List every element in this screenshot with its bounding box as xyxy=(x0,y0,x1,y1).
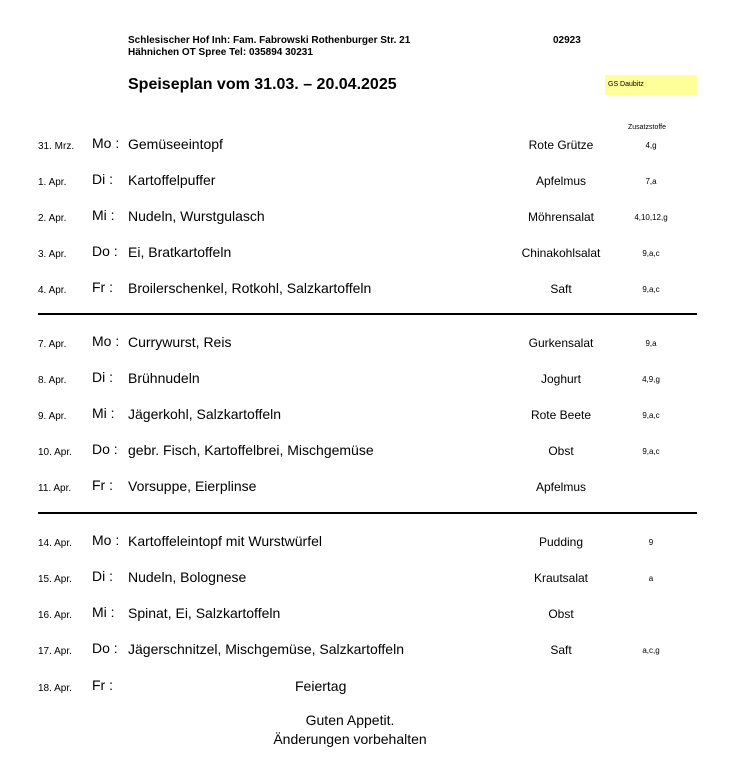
menu-day: Mo : xyxy=(92,532,120,548)
menu-date: 11. Apr. xyxy=(38,483,72,494)
main-dish: Jägerschnitzel, Mischgemüse, Salzkartoffeln xyxy=(128,641,404,657)
menu-row xyxy=(0,171,732,191)
restaurant-address: Hähnichen OT Spree Tel: 035894 30231 xyxy=(128,47,313,58)
additives: 9,a,c xyxy=(642,285,660,294)
menu-date: 14. Apr. xyxy=(38,538,72,549)
side-dish: Apfelmus xyxy=(535,480,587,494)
menu-date: 8. Apr. xyxy=(38,375,67,386)
menu-day: Fr : xyxy=(92,279,113,295)
menu-day: Fr : xyxy=(92,677,113,693)
additives: 4,g xyxy=(645,141,657,150)
menu-row xyxy=(0,640,732,660)
restaurant-info: Schlesischer Hof Inh: Fam. Fabrowski Rothenburger Str. 21 xyxy=(128,35,411,46)
main-dish: gebr. Fisch, Kartoffelbrei, Mischgemüse xyxy=(128,442,374,458)
page-title: Speiseplan vom 31.03. – 20.04.2025 xyxy=(128,76,397,93)
menu-day: Di : xyxy=(92,171,113,187)
main-dish: Broilerschenkel, Rotkohl, Salzkartoffeln xyxy=(128,280,372,296)
menu-day: Mi : xyxy=(92,207,115,223)
menu-day: Do : xyxy=(92,441,118,457)
side-dish: Rote Beete xyxy=(530,408,592,422)
main-dish: Gemüseeintopf xyxy=(128,136,223,152)
menu-date: 31. Mrz. xyxy=(38,141,75,152)
menu-date: 10. Apr. xyxy=(38,447,72,458)
menu-date: 1. Apr. xyxy=(38,177,67,188)
week-divider xyxy=(38,313,697,315)
menu-day: Mo : xyxy=(92,135,120,151)
menu-date: 17. Apr. xyxy=(38,646,72,657)
menu-day: Di : xyxy=(92,568,113,584)
side-dish: Gurkensalat xyxy=(528,336,594,350)
menu-day: Mi : xyxy=(92,405,115,421)
additives: 9,a,c xyxy=(642,411,660,420)
menu-date: 9. Apr. xyxy=(38,411,67,422)
menu-day: Mi : xyxy=(92,604,115,620)
additives: a xyxy=(648,574,654,583)
menu-date: 7. Apr. xyxy=(38,339,67,350)
menu-row xyxy=(0,279,732,299)
side-dish: Krautsalat xyxy=(533,571,589,585)
additives: 9,a xyxy=(645,339,657,348)
menu-row xyxy=(0,333,732,353)
side-dish: Rote Grütze xyxy=(528,138,594,152)
side-dish: Saft xyxy=(550,643,572,657)
menu-row xyxy=(0,243,732,263)
holiday-row xyxy=(0,677,732,697)
menu-date: 18. Apr. xyxy=(38,683,72,694)
side-dish: Chinakohlsalat xyxy=(521,246,601,260)
side-dish: Pudding xyxy=(538,535,584,549)
menu-date: 15. Apr. xyxy=(38,574,72,585)
footer-notice: Änderungen vorbehalten xyxy=(273,731,427,747)
main-dish: Kartoffeleintopf mit Wurstwürfel xyxy=(128,533,323,549)
postcode: 02923 xyxy=(553,35,581,46)
menu-date: 2. Apr. xyxy=(38,213,67,224)
main-dish: Jägerkohl, Salzkartoffeln xyxy=(128,406,282,422)
main-dish: Nudeln, Bolognese xyxy=(128,569,247,585)
main-dish: Kartoffelpuffer xyxy=(128,172,216,188)
menu-day: Do : xyxy=(92,243,118,259)
school-tag: GS Daubitz xyxy=(605,75,697,95)
main-dish: Nudeln, Wurstgulasch xyxy=(128,208,265,224)
menu-day: Di : xyxy=(92,369,113,385)
main-dish: Vorsuppe, Eierplinse xyxy=(128,478,257,494)
side-dish: Joghurt xyxy=(540,372,582,386)
side-dish: Obst xyxy=(548,607,574,621)
additives: 4,9,g xyxy=(642,375,660,384)
side-dish: Saft xyxy=(550,282,572,296)
additives: a,c,g xyxy=(642,646,660,655)
main-dish: Spinat, Ei, Salzkartoffeln xyxy=(128,605,281,621)
holiday-label: Feiertag xyxy=(295,678,347,694)
week-divider xyxy=(38,512,697,514)
menu-day: Do : xyxy=(92,640,118,656)
additives: 4,10,12,g xyxy=(634,213,668,222)
menu-row xyxy=(0,568,732,588)
side-dish: Möhrensalat xyxy=(527,210,595,224)
menu-row xyxy=(0,369,732,389)
menu-date: 3. Apr. xyxy=(38,249,67,260)
menu-row xyxy=(0,207,732,227)
menu-row xyxy=(0,135,732,155)
menu-row xyxy=(0,405,732,425)
menu-row xyxy=(0,532,732,552)
footer-greeting: Guten Appetit. xyxy=(305,712,395,728)
main-dish: Brühnudeln xyxy=(128,370,200,386)
main-dish: Ei, Bratkartoffeln xyxy=(128,244,232,260)
additives: 9,a,c xyxy=(642,447,660,456)
additives: 7,a xyxy=(645,177,657,186)
menu-day: Fr : xyxy=(92,477,113,493)
additives: 9 xyxy=(648,538,654,547)
menu-row xyxy=(0,604,732,624)
menu-row xyxy=(0,477,732,497)
menu-row xyxy=(0,441,732,461)
additives: 9,a,c xyxy=(642,249,660,258)
menu-date: 16. Apr. xyxy=(38,610,72,621)
menu-date: 4. Apr. xyxy=(38,285,67,296)
menu-day: Mo : xyxy=(92,333,120,349)
side-dish: Apfelmus xyxy=(535,174,587,188)
side-dish: Obst xyxy=(548,444,574,458)
main-dish: Currywurst, Reis xyxy=(128,334,232,350)
additives-label: Zusatzstoffe xyxy=(628,124,667,131)
